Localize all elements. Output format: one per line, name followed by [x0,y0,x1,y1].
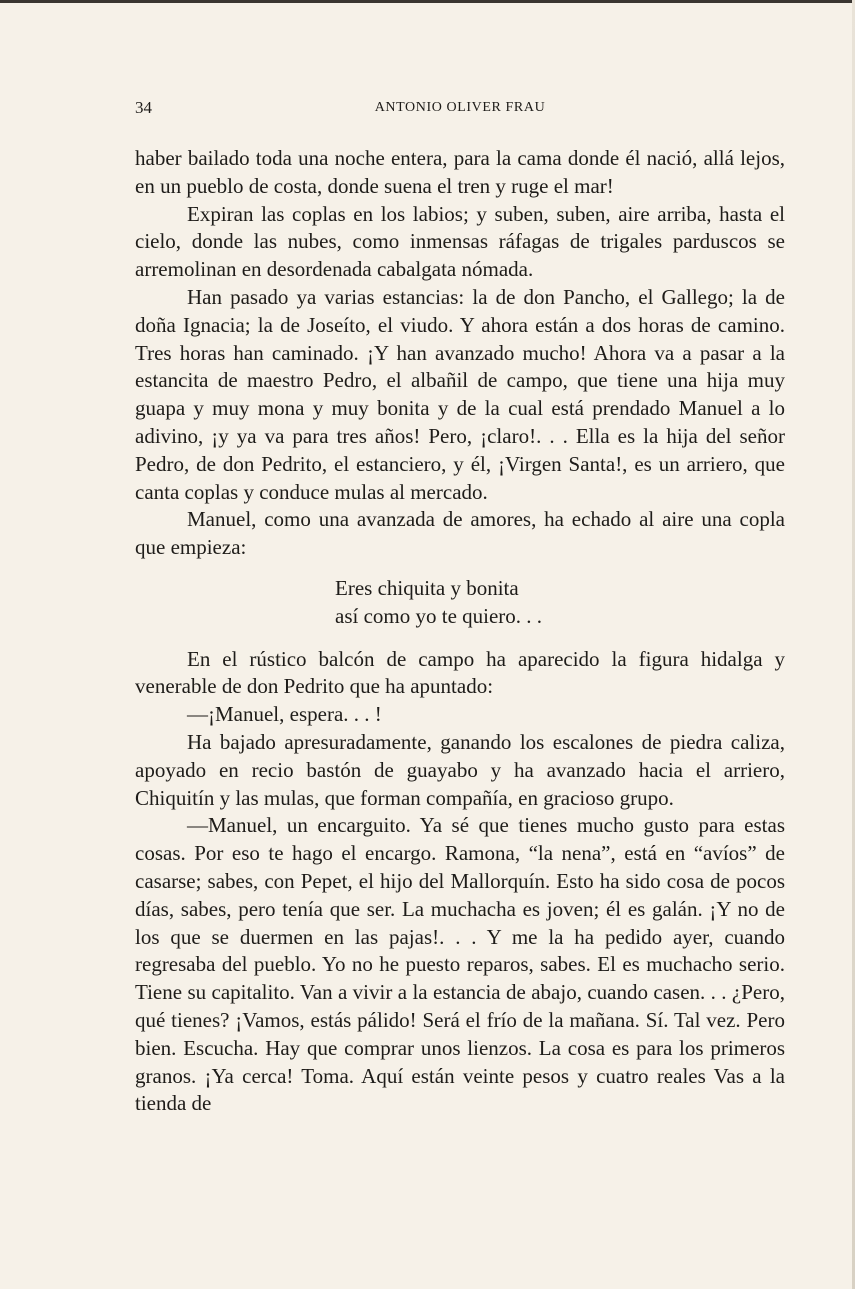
verse-block [335,575,785,631]
paragraph: En el rústico balcón de campo ha aparecido la figura hidalga y venerable de don Pedrito que ha apuntado: [135,646,785,699]
verse-line: así como yo te quiero. . . [335,603,543,628]
dialogue-paragraph: —Manuel, un encarguito. Ya sé que tienes mucho gusto para estas cosas. Por eso te hago el encargo. Ramona, “la nena”, está en “avíos” de casarse; sabes, con Pepet, el hijo del Mallorquín. Esto ha sido cosa de pocos días, sabes, pero tenía que ser. La muchacha es joven; él es galán. ¡Y no de los que se duermen en las pajas!. . . Y me la ha pedido ayer, cuando regresaba del pueblo. Yo no he puesto reparos, sabes. El es muchacho serio. Tiene su capitalito. Van a vivir a la estancia de abajo, cuando casen. . . ¿Pero, qué tienes? ¡Vamos, estás pálido! Será el frío de la mañana. Sí. Tal vez. Pero bien. Escucha. Hay que comprar unos lienzos. La cosa es para los primeros granos. ¡Ya cerca! Toma. Aquí están veinte pesos y cuatro reales Vas a la tienda de [135,813,785,1116]
page-number: 34 [135,98,152,117]
paragraph: Manuel, como una avanzada de amores, ha echado al aire una copla que empieza: [135,507,785,560]
page-top-edge [0,0,855,3]
page-header [135,98,785,120]
paragraph-continuation: haber bailado toda una noche entera, para la cama donde él nació, allá lejos, en un pueblo de costa, donde suena el tren y ruge el mar! [135,146,785,198]
paragraph: Han pasado ya varias estancias: la de don Pancho, el Gallego; la de doña Ignacia; la de Joseíto, el viudo. Y ahora están a dos horas de camino. Tres horas han caminado. ¡Y han avanzado mucho! Ahora va a pasar a la estancita de maestro Pedro, el albañil de campo, que tiene una hija muy guapa y muy mona y muy bonita y de la cual está prendado Manuel a lo adivino, ¡y ya va para tres años! Pero, ¡claro!. . . Ella es la hija del señor Pedro, de don Pedrito, el estanciero, y él, ¡Virgen Santa!, es un arriero, que canta coplas y conduce mulas al mercado. [135,284,785,504]
body-text [135,145,785,1118]
verse-line: Eres chiquita y bonita [335,575,519,600]
paragraph: Expiran las coplas en los labios; y suben, suben, aire arriba, hasta el cielo, donde las nubes, como inmensas ráfagas de trigales parduscos se arremolinan en desordenada cabalgata nómada. [135,201,785,282]
running-title: ANTONIO OLIVER FRAU [374,100,546,115]
dialogue-line: —¡Manuel, espera. . . ! [187,702,382,727]
paragraph: Ha bajado apresuradamente, ganando los escalones de piedra caliza, apoyado en recio bastón de guayabo y ha avanzado hacia el arriero, Chiquitín y las mulas, que forman compañía, en gracioso grupo. [135,729,785,810]
